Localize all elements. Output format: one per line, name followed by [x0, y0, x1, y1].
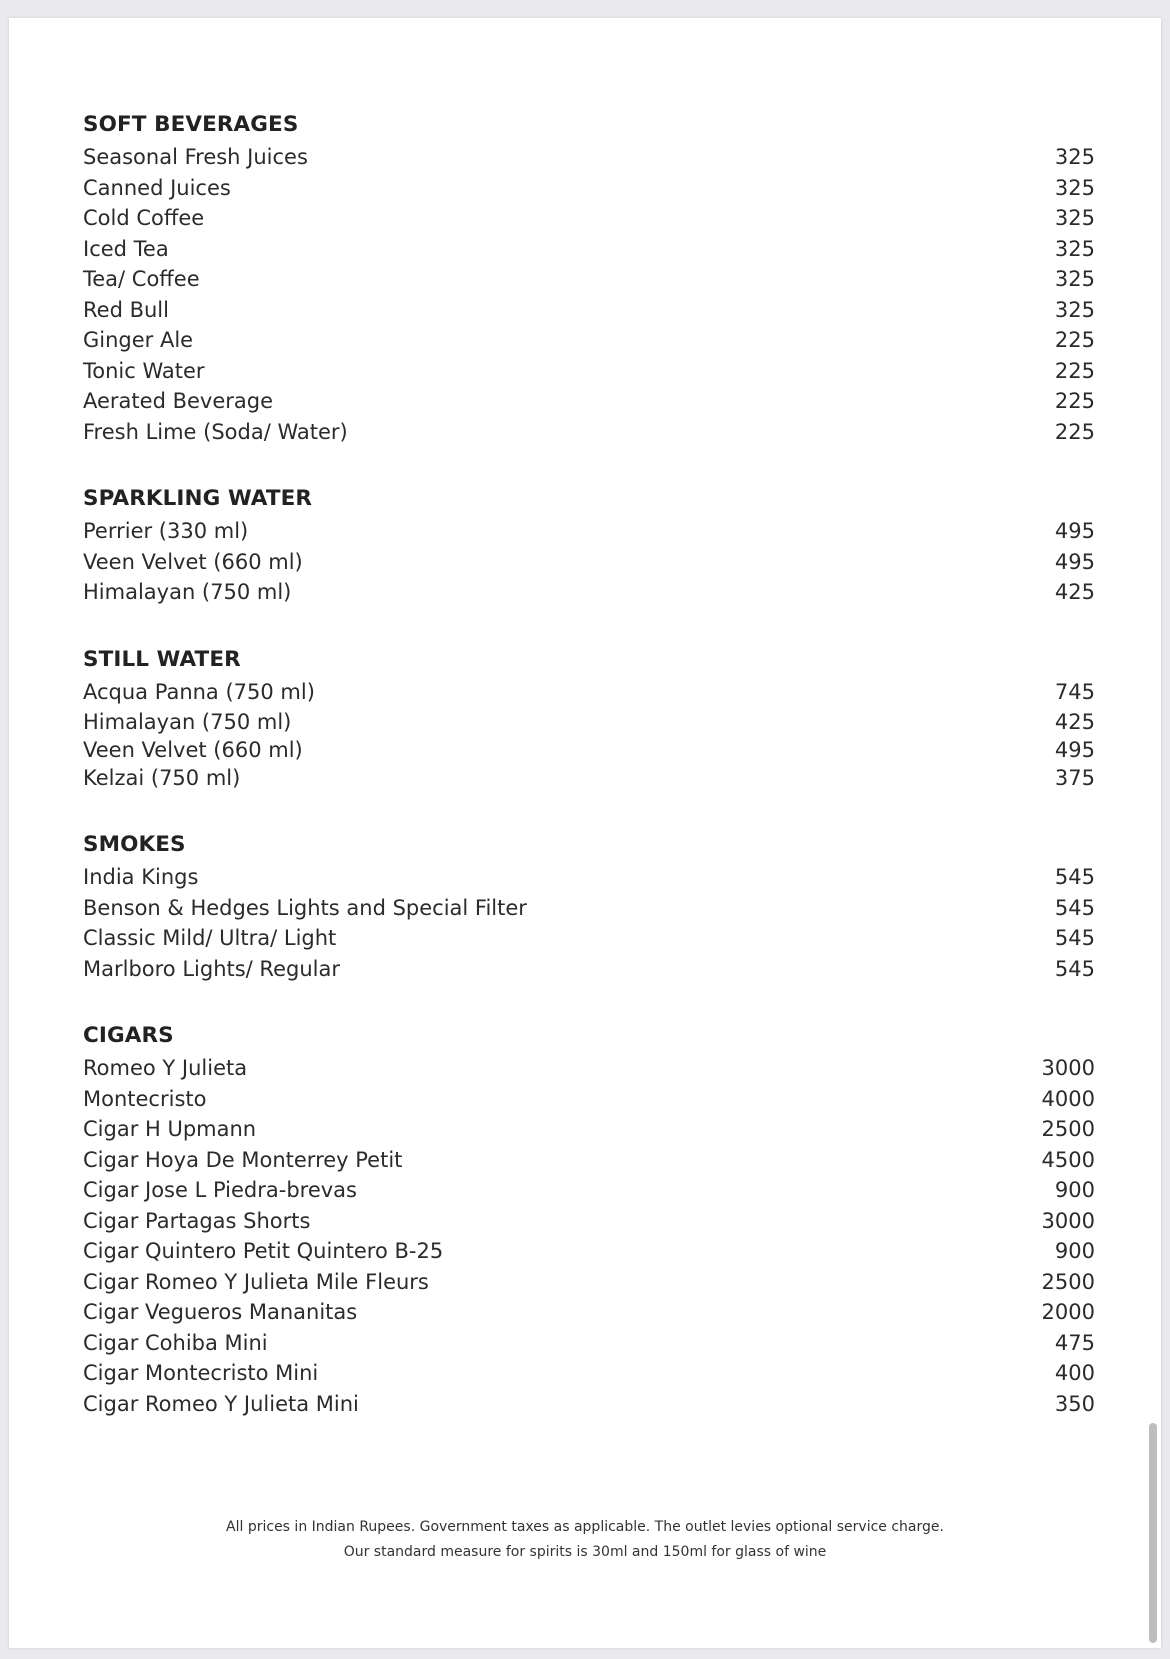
item-price: 325	[1054, 236, 1095, 261]
item-name: Romeo Y Julieta	[83, 1056, 248, 1080]
item-name: Veen Velvet (660 ml)	[83, 737, 303, 762]
menu-item	[83, 1236, 1095, 1267]
item-price: 495	[1054, 549, 1095, 574]
item-price: 545	[1054, 865, 1095, 889]
item-price: 325	[1054, 206, 1095, 230]
menu-item	[83, 386, 1095, 417]
item-price: 3000	[1041, 1056, 1095, 1080]
item-name: Tonic Water	[83, 358, 205, 383]
section-sparkling-water	[83, 482, 1095, 608]
menu-item	[83, 1206, 1095, 1237]
section-soft-beverages	[83, 108, 1095, 447]
item-price: 425	[1054, 580, 1095, 604]
menu-item	[83, 1267, 1095, 1298]
item-name: Cigar Quintero Petit Quintero B-25	[83, 1239, 444, 1263]
section-title: SMOKES	[83, 832, 186, 857]
item-price: 745	[1054, 679, 1095, 704]
menu-item	[83, 923, 1095, 954]
item-name: Cigar Romeo Y Julieta Mini	[83, 1391, 359, 1416]
item-name: Cigar Cohiba Mini	[83, 1330, 268, 1355]
item-name: Himalayan (750 ml)	[83, 710, 292, 734]
item-price: 425	[1054, 710, 1095, 734]
item-name: Fresh Lime (Soda/ Water)	[83, 419, 348, 444]
item-price: 2500	[1041, 1117, 1095, 1141]
item-name: Cigar Jose L Piedra-brevas	[83, 1178, 357, 1202]
menu-item	[83, 1114, 1095, 1145]
item-name: India Kings	[83, 865, 199, 889]
item-name: Red Bull	[83, 297, 169, 322]
item-price: 375	[1054, 765, 1095, 790]
section-still-water	[83, 643, 1095, 794]
item-name: Benson & Hedges Lights and Special Filter	[83, 895, 527, 920]
section-smokes	[83, 828, 1095, 984]
menu-footer	[9, 1515, 1161, 1565]
item-name: Perrier (330 ml)	[83, 519, 249, 543]
menu-item	[83, 547, 1095, 578]
menu-content	[83, 108, 1095, 1454]
menu-item	[83, 1084, 1095, 1115]
menu-item	[83, 1389, 1095, 1420]
footer-note-prices: All prices in Indian Rupees. Government taxes as applicable. The outlet levies optional service charge.	[226, 1519, 944, 1535]
menu-item	[83, 763, 1095, 794]
item-price: 545	[1054, 956, 1095, 981]
item-price: 325	[1054, 267, 1095, 291]
item-name: Cigar Vegueros Mananitas	[83, 1300, 358, 1324]
section-title: SOFT BEVERAGES	[83, 112, 299, 137]
item-price: 325	[1054, 145, 1095, 169]
item-name: Cold Coffee	[83, 206, 205, 230]
menu-item	[83, 203, 1095, 234]
item-price: 350	[1054, 1391, 1095, 1416]
item-price: 2000	[1041, 1300, 1095, 1324]
menu-item	[83, 893, 1095, 924]
item-name: Marlboro Lights/ Regular	[83, 956, 340, 981]
vertical-scrollbar[interactable]	[1149, 1423, 1157, 1643]
menu-item	[83, 234, 1095, 265]
item-name: Cigar Hoya De Monterrey Petit	[83, 1147, 403, 1172]
item-name: Cigar H Upmann	[83, 1117, 257, 1141]
menu-item	[83, 862, 1095, 893]
menu-item	[83, 516, 1095, 547]
item-name: Canned Juices	[83, 175, 231, 200]
section-title: STILL WATER	[83, 646, 241, 672]
menu-item	[83, 1145, 1095, 1176]
menu-item	[83, 325, 1095, 356]
item-price: 4500	[1041, 1147, 1095, 1172]
item-price: 225	[1054, 358, 1095, 383]
menu-item	[83, 173, 1095, 204]
menu-item	[83, 1328, 1095, 1359]
section-title: SPARKLING WATER	[83, 486, 313, 511]
item-price: 475	[1054, 1330, 1095, 1355]
item-price: 3000	[1041, 1208, 1095, 1233]
item-price: 900	[1054, 1239, 1095, 1263]
menu-item	[83, 1358, 1095, 1389]
section-title: CIGARS	[83, 1023, 174, 1048]
item-name: Tea/ Coffee	[83, 267, 200, 291]
item-price: 2500	[1041, 1269, 1095, 1294]
menu-item	[83, 707, 1095, 738]
item-name: Montecristo	[83, 1086, 207, 1111]
menu-item	[83, 577, 1095, 608]
menu-item	[83, 142, 1095, 173]
item-name: Cigar Romeo Y Julieta Mile Fleurs	[83, 1269, 429, 1294]
item-name: Ginger Ale	[83, 328, 194, 352]
menu-item	[83, 264, 1095, 295]
item-price: 900	[1054, 1178, 1095, 1202]
menu-item	[83, 295, 1095, 326]
menu-item	[83, 954, 1095, 985]
item-price: 325	[1054, 175, 1095, 200]
item-price: 225	[1054, 419, 1095, 444]
item-price: 225	[1054, 328, 1095, 352]
item-name: Cigar Partagas Shorts	[83, 1208, 311, 1233]
menu-item	[83, 1297, 1095, 1328]
item-price: 545	[1054, 926, 1095, 950]
item-price: 495	[1054, 519, 1095, 543]
item-name: Veen Velvet (660 ml)	[83, 549, 303, 574]
item-price: 495	[1054, 737, 1095, 762]
item-name: Classic Mild/ Ultra/ Light	[83, 926, 337, 950]
item-price: 545	[1054, 895, 1095, 920]
item-price: 225	[1054, 389, 1095, 413]
item-name: Himalayan (750 ml)	[83, 580, 292, 604]
menu-item	[83, 677, 1095, 708]
item-name: Iced Tea	[83, 236, 169, 261]
menu-item	[83, 417, 1095, 448]
item-name: Acqua Panna (750 ml)	[83, 679, 315, 704]
item-name: Kelzai (750 ml)	[83, 765, 241, 790]
footer-note-measures: Our standard measure for spirits is 30ml and 150ml for glass of wine	[343, 1544, 827, 1560]
menu-item	[83, 356, 1095, 387]
menu-page	[9, 18, 1161, 1648]
menu-item	[83, 738, 1095, 763]
item-price: 4000	[1041, 1086, 1095, 1111]
item-name: Cigar Montecristo Mini	[83, 1361, 319, 1385]
menu-item	[83, 1175, 1095, 1206]
item-name: Seasonal Fresh Juices	[83, 145, 308, 169]
menu-item	[83, 1053, 1095, 1084]
item-price: 325	[1054, 297, 1095, 322]
section-cigars	[83, 1019, 1095, 1419]
item-name: Aerated Beverage	[83, 389, 274, 413]
item-price: 400	[1054, 1361, 1095, 1385]
